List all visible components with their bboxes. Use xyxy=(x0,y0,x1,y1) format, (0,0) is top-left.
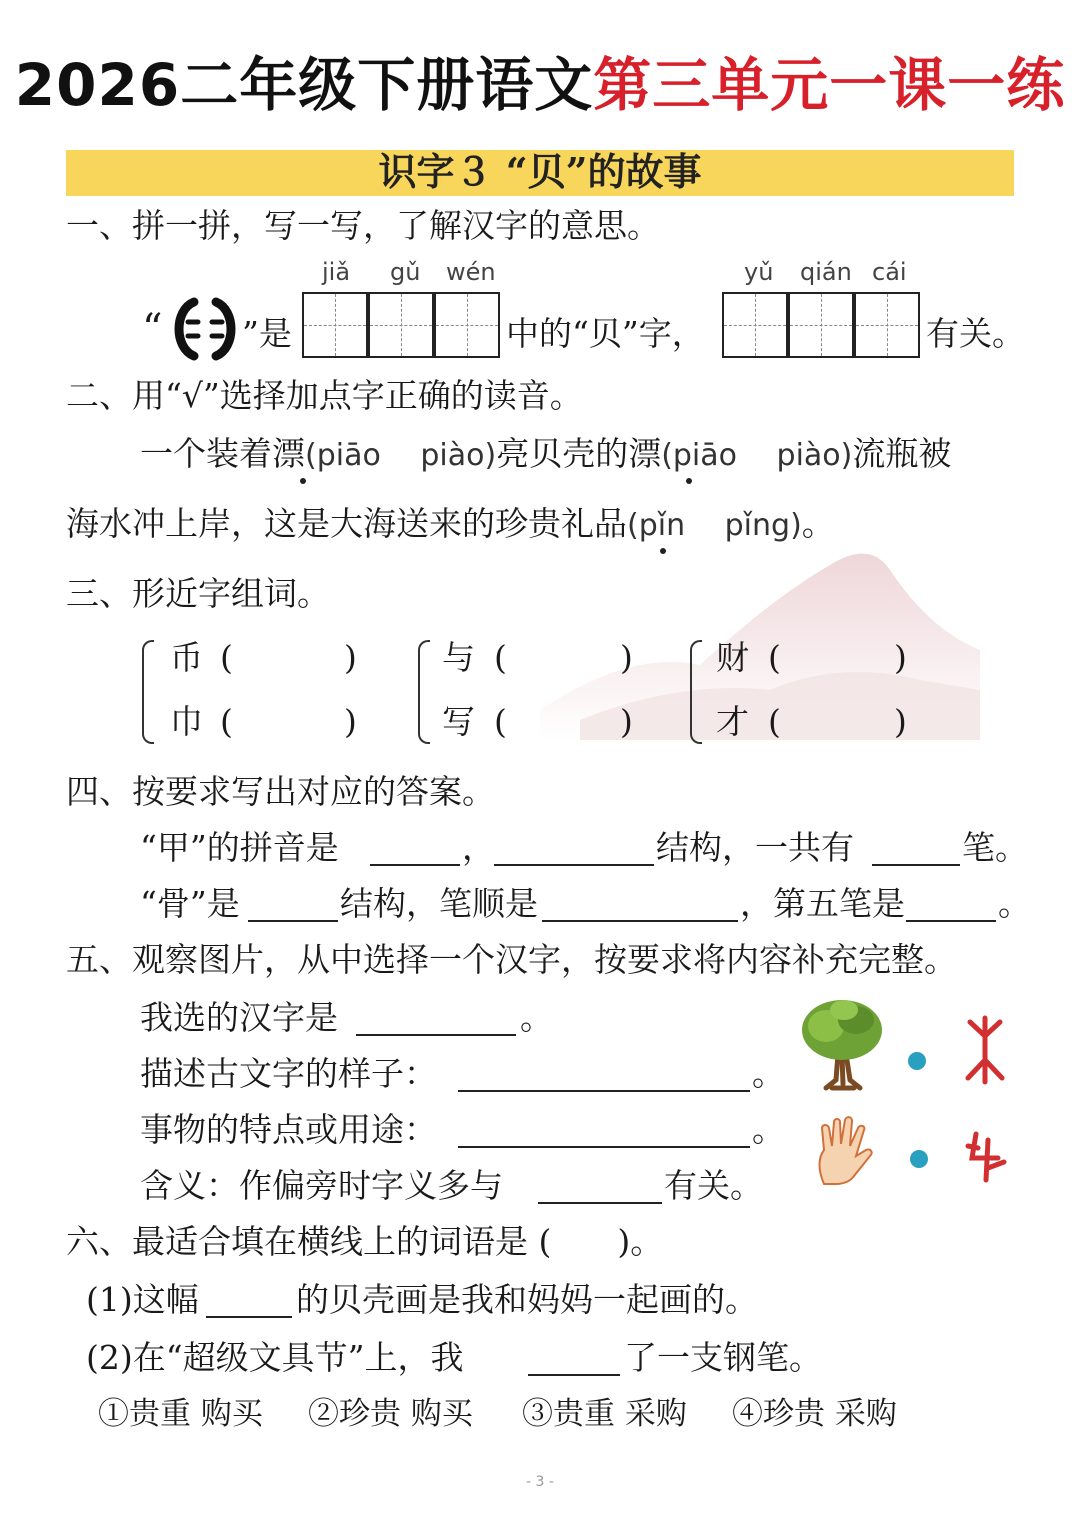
q4-row1-b: ， xyxy=(462,828,495,867)
mountain-watermark xyxy=(540,540,980,740)
q2-line2-a: 海水冲上岸，这是大海送来的珍贵礼品 xyxy=(66,504,627,543)
q4-row2-a: “骨”是 xyxy=(140,884,240,923)
reading-options-2[interactable]: (piāo piào) xyxy=(661,438,853,473)
answer-blank[interactable] xyxy=(542,920,738,922)
pinyin-a-3: wén xyxy=(446,258,496,286)
q6-option-2[interactable]: ②珍贵 购买 xyxy=(308,1396,473,1432)
q5-line2: 描述古文字的样子： xyxy=(140,1054,437,1093)
group1-top-char: 币 xyxy=(170,638,203,677)
reading-options-1[interactable]: (piāo piào) xyxy=(305,438,497,473)
answer-blank[interactable] xyxy=(458,1090,750,1092)
group3-top-char: 财 xyxy=(716,638,749,677)
paren-open: ( xyxy=(494,638,507,677)
lesson-title: 识字３ “贝”的故事 xyxy=(378,149,702,194)
q6-option-3[interactable]: ③贵重 采购 xyxy=(522,1396,687,1432)
q1-tail: 有关。 xyxy=(926,314,1025,353)
page-title xyxy=(0,38,1080,122)
q3-heading: 三、形近字组词。 xyxy=(66,574,330,613)
period: 。 xyxy=(752,1110,785,1149)
emphasis-dot xyxy=(660,548,666,554)
q2-line1-c: 流瓶被 xyxy=(852,434,952,473)
paren-close: ) xyxy=(620,702,633,741)
ancient-wood-glyph xyxy=(962,1014,1008,1086)
paren-close: ) xyxy=(344,702,357,741)
paren-open: ( xyxy=(768,702,781,741)
q5-heading: 五、观察图片，从中选择一个汉字，按要求将内容补充完整。 xyxy=(66,940,957,979)
paren-open: ( xyxy=(220,702,233,741)
answer-blank[interactable] xyxy=(528,1374,620,1376)
q4-row1-c: 结构，一共有 xyxy=(656,828,854,867)
q4-row2-b: 结构，笔顺是 xyxy=(340,884,538,923)
page-number: - 3 - xyxy=(526,1474,554,1490)
writing-box-a-3[interactable] xyxy=(434,292,500,358)
pinyin-b-3: cái xyxy=(872,258,907,286)
emphasis-dot xyxy=(300,478,306,484)
writing-box-b-2[interactable] xyxy=(788,292,854,358)
q5-line1: 我选的汉字是 xyxy=(140,998,338,1037)
group1-bottom-char: 巾 xyxy=(170,702,203,741)
paren-close: ) xyxy=(894,702,907,741)
ancient-bei-glyph xyxy=(168,292,242,366)
period: 。 xyxy=(752,1054,785,1093)
q2-heading: 二、用“√”选择加点字正确的读音。 xyxy=(66,376,583,415)
q1-heading: 一、拼一拼，写一写，了解汉字的意思。 xyxy=(66,206,660,245)
emphasis-dot xyxy=(686,478,692,484)
group2-top-char: 与 xyxy=(442,638,475,677)
q6-heading: 六、最适合填在横线上的词语是 ( )。 xyxy=(66,1222,664,1261)
paren-open: ( xyxy=(220,638,233,677)
tree-image xyxy=(796,996,888,1092)
q2-line1-a: 一个装着漂 xyxy=(140,434,305,473)
hand-image xyxy=(812,1114,878,1186)
answer-blank[interactable] xyxy=(906,920,996,922)
pinyin-b-2: qián xyxy=(800,258,852,286)
close-quote-is: ”是 xyxy=(242,314,292,353)
q1-middle: 中的“贝”字， xyxy=(506,314,705,353)
writing-box-b-3[interactable] xyxy=(854,292,920,358)
connector-dot xyxy=(908,1052,926,1070)
connector-dot xyxy=(910,1150,928,1168)
pinyin-b-1: yǔ xyxy=(744,258,774,286)
q5-line4-b: 有关。 xyxy=(664,1166,763,1205)
pinyin-a-2: gǔ xyxy=(390,258,421,286)
answer-blank[interactable] xyxy=(206,1316,292,1318)
paren-close: ) xyxy=(344,638,357,677)
q6-sentence2-b: 了一支钢笔。 xyxy=(624,1338,822,1377)
q6-sentence1-a: (1)这幅 xyxy=(86,1280,199,1319)
answer-blank[interactable] xyxy=(538,1202,662,1204)
writing-box-a-1[interactable] xyxy=(302,292,368,358)
group2-bottom-char: 写 xyxy=(442,702,475,741)
open-quote: “ xyxy=(142,306,163,352)
answer-blank[interactable] xyxy=(248,920,338,922)
answer-blank[interactable] xyxy=(356,1034,516,1036)
answer-blank[interactable] xyxy=(370,864,460,866)
q2-line2-b: 。 xyxy=(801,504,835,543)
group3-bottom-char: 才 xyxy=(716,702,749,741)
ancient-hand-glyph xyxy=(964,1128,1010,1184)
paren-open: ( xyxy=(494,702,507,741)
brace xyxy=(690,640,702,744)
q6-sentence2-a: (2)在“超级文具节”上，我 xyxy=(86,1338,464,1377)
title-red: 第三单元一课一练 xyxy=(593,51,1066,119)
answer-blank[interactable] xyxy=(872,864,960,866)
q4-row2-c: ，第五笔是 xyxy=(740,884,905,923)
q6-option-4[interactable]: ④珍贵 采购 xyxy=(732,1396,897,1432)
writing-box-a-2[interactable] xyxy=(368,292,434,358)
q2-line1 xyxy=(140,434,951,476)
q5-line4-a: 含义：作偏旁时字义多与 xyxy=(140,1166,503,1205)
title-black: 2026二年级下册语文 xyxy=(14,51,594,119)
reading-options-3[interactable]: (pǐn pǐng) xyxy=(627,508,802,543)
answer-blank[interactable] xyxy=(494,864,654,866)
pinyin-a-1: jiǎ xyxy=(322,258,351,286)
paren-close: ) xyxy=(620,638,633,677)
q2-line2 xyxy=(66,504,835,546)
brace xyxy=(142,640,154,744)
q6-sentence1-b: 的贝壳画是我和妈妈一起画的。 xyxy=(296,1280,758,1319)
q5-line3: 事物的特点或用途： xyxy=(140,1110,437,1149)
q4-row2-d: 。 xyxy=(998,884,1031,923)
paren-open: ( xyxy=(768,638,781,677)
writing-box-b-1[interactable] xyxy=(722,292,788,358)
paren-close: ) xyxy=(894,638,907,677)
answer-blank[interactable] xyxy=(458,1146,750,1148)
brace xyxy=(418,640,430,744)
period: 。 xyxy=(520,998,553,1037)
q4-heading: 四、按要求写出对应的答案。 xyxy=(66,772,495,811)
q6-option-1[interactable]: ①贵重 购买 xyxy=(98,1396,263,1432)
q4-row1-a: “甲”的拼音是 xyxy=(140,828,339,867)
q4-row1-d: 笔。 xyxy=(962,828,1028,867)
q2-line1-b: 亮贝壳的漂 xyxy=(496,434,662,473)
